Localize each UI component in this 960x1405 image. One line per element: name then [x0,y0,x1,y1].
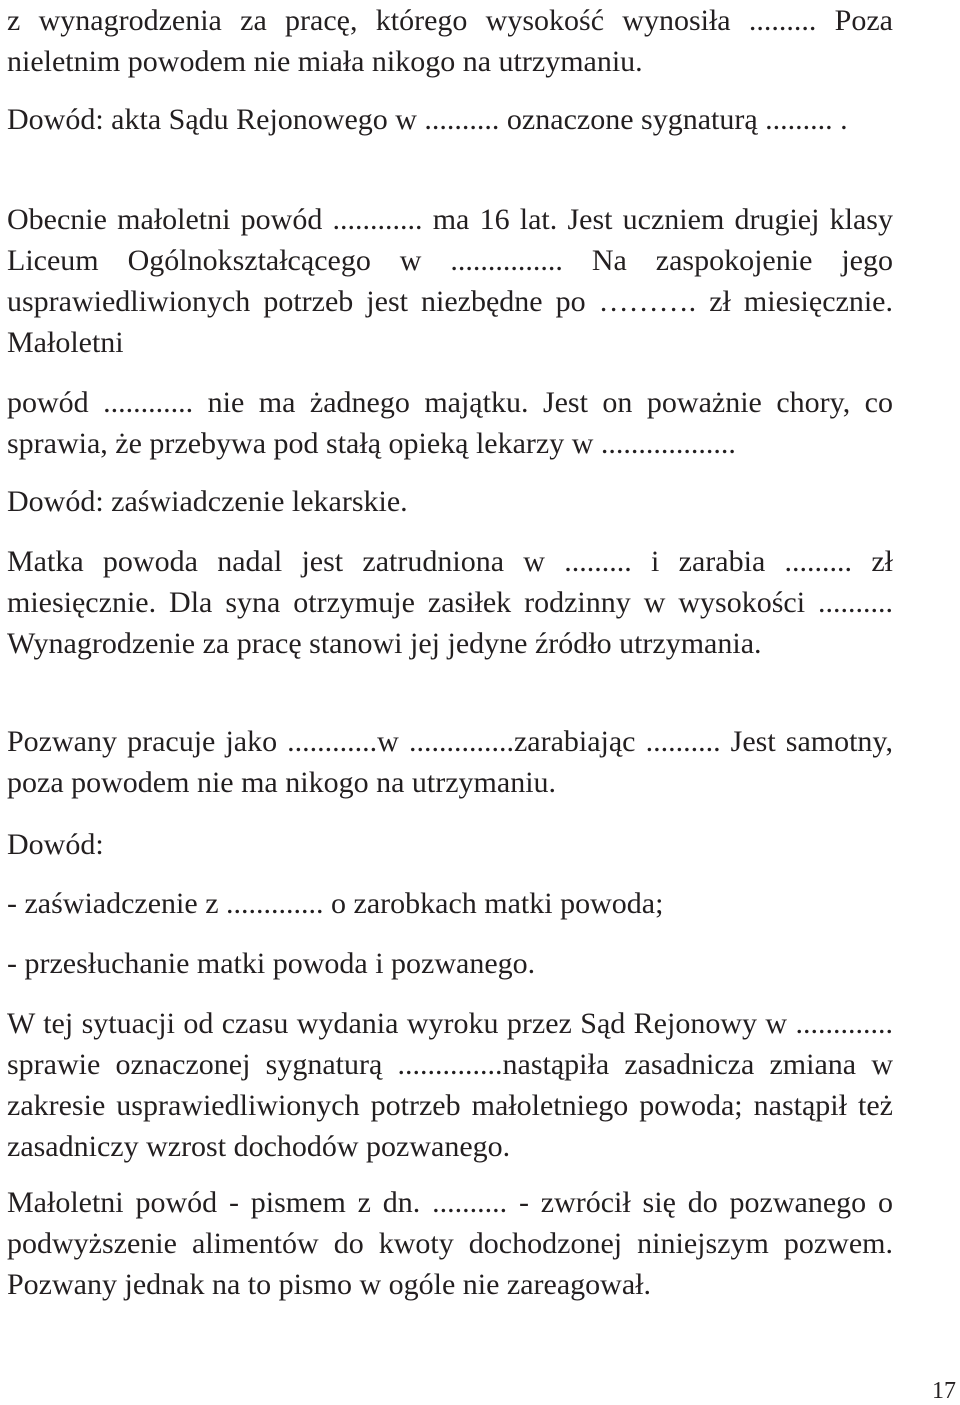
paragraph-defendant-employment: Pozwany pracuje jako ............w ..............zarabiając .......... Jest samotny, poza powodem nie ma nikogo na utrzymaniu. [7,725,893,799]
evidence-item-hearing: - przesłuchanie matki powoda i pozwanego. [7,947,536,980]
page-number: 17 [932,1378,956,1404]
paragraph-request-to-defendant: Małoletni powód - pismem z dn. .......... - zwrócił się do pozwanego o podwyższenie alimentów do kwoty dochodzonej niniejszym pozwem. Pozwany jednak na to pismo w ogóle nie zareagował. [7,1186,893,1301]
paragraph-evidence-court-files: Dowód: akta Sądu Rejonowego w .......... oznaczone sygnaturą ......... . [7,103,848,136]
evidence-item-earnings-certificate: - zaświadczenie z ............. o zarobkach matki powoda; [7,887,664,920]
paragraph-minor-plaintiff-health: powód ............ nie ma żadnego majątku. Jest on poważnie chory, co sprawia, że przebywa pod stałą opieką lekarzy w .................. [7,386,893,460]
paragraph-mother-employment: Matka powoda nadal jest zatrudniona w ......... i zarabia ......... zł miesięcznie. Dla syna otrzymuje zasiłek rodzinny w wysokości .......... Wynagrodzenie za pracę stanowi jej jedyne źródło utrzymania. [7,545,893,660]
paragraph-evidence-medical-certificate: Dowód: zaświadczenie lekarskie. [7,485,408,518]
paragraph-income: z wynagrodzenia za pracę, którego wysokość wynosiła ......... Poza nieletnim powodem nie miała nikogo na utrzymaniu. [7,4,893,78]
paragraph-change-of-circumstances: W tej sytuacji od czasu wydania wyroku przez Sąd Rejonowy w ............. sprawie oznaczonej sygnaturą ..............nastąpiła zasadnicza zmiana w zakresie usprawiedliwionych potrzeb małoletniego powoda; nastąpił też zasadniczy wzrost dochodów pozwanego. [7,1007,893,1163]
paragraph-evidence-heading: Dowód: [7,828,104,861]
paragraph-minor-plaintiff-school: Obecnie małoletni powód ............ ma 16 lat. Jest uczniem drugiej klasy Liceum Ogólnokształcącego w ............... Na zaspokojenie jego usprawiedliwionych potrzeb jest niezbędne po ………. zł miesięcznie. Małoletni [7,203,893,359]
